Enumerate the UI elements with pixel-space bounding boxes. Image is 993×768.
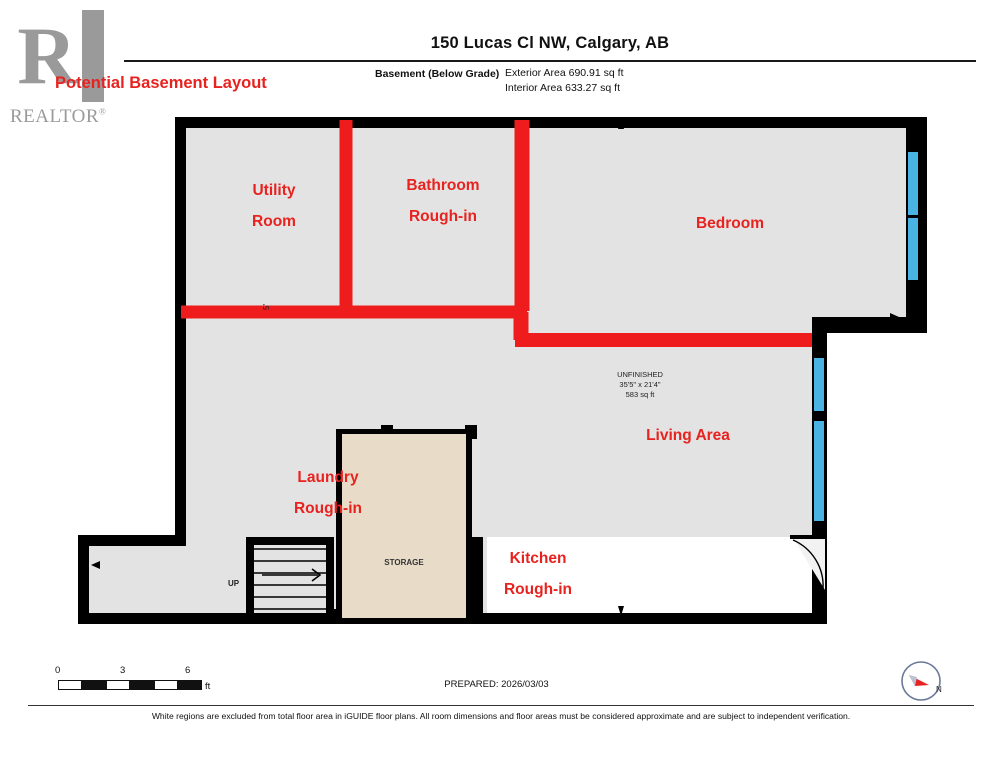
- unfinished-label: UNFINISHED: [617, 370, 663, 379]
- scale-tick-3: 3: [120, 665, 126, 676]
- footer-divider: [28, 705, 974, 706]
- prepared-date: PREPARED: 2026/03/03: [444, 679, 549, 690]
- page-title: 150 Lucas Cl NW, Calgary, AB: [430, 34, 670, 52]
- scale-unit: ft: [205, 681, 211, 692]
- door-swing: [790, 535, 826, 590]
- header-divider: [124, 60, 976, 62]
- plan-title: Potential Basement Layout: [55, 74, 267, 92]
- unfinished-area: 583 sq ft: [625, 390, 655, 399]
- grade-label: Basement (Below Grade): [375, 68, 500, 80]
- compass-icon: [895, 655, 947, 707]
- room-label-laundry-line1: Laundry: [297, 469, 359, 486]
- area-summary: [505, 66, 623, 96]
- wall-dimension-left: 5': [262, 304, 271, 310]
- room-label-laundry-line2: Rough-in: [293, 500, 362, 517]
- room-label-living-area-line1: Living Area: [646, 427, 730, 444]
- compass-rose: [895, 655, 947, 707]
- scale-tick-6: 6: [185, 665, 191, 676]
- stair-direction-label: UP: [228, 579, 240, 588]
- room-label-utility-line2: Room: [252, 213, 296, 230]
- room-label-storage: [358, 557, 450, 568]
- room-label-laundry: [252, 462, 404, 524]
- room-label-bathroom-line2: Rough-in: [408, 208, 477, 225]
- room-label-bathroom-line1: Bathroom: [406, 177, 480, 194]
- unfinished-annotation: [575, 370, 705, 400]
- room-label-bedroom: [650, 208, 810, 239]
- room-label-kitchen-line1: Kitchen: [509, 550, 567, 567]
- room-label-bathroom: [365, 170, 521, 232]
- disclaimer-text: White regions are excluded from total floor area in iGUIDE floor plans. All room dimensions and floor areas must be considered approximate and are subject to independent verification.: [151, 711, 851, 721]
- room-label-utility: [208, 175, 340, 237]
- unfinished-dims: 35'5" x 21'4": [619, 380, 661, 389]
- room-label-utility-line1: Utility: [252, 182, 296, 199]
- logo-wordmark-text: REALTOR: [10, 106, 100, 127]
- room-label-living-area: [608, 420, 768, 451]
- scale-tick-0: 0: [55, 665, 61, 676]
- room-label-kitchen-line2: Rough-in: [503, 581, 572, 598]
- room-label-kitchen: [462, 543, 614, 605]
- compass-north-letter: N: [936, 685, 942, 694]
- logo-letter-r: R: [17, 10, 77, 101]
- floor-plan: [0, 105, 993, 645]
- interior-area: Interior Area 633.27 sq ft: [505, 82, 620, 94]
- logo-trademark: ®: [99, 106, 107, 117]
- exterior-area: Exterior Area 690.91 sq ft: [505, 67, 624, 79]
- room-label-storage-line1: STORAGE: [384, 558, 424, 567]
- room-label-bedroom-line1: Bedroom: [695, 215, 765, 232]
